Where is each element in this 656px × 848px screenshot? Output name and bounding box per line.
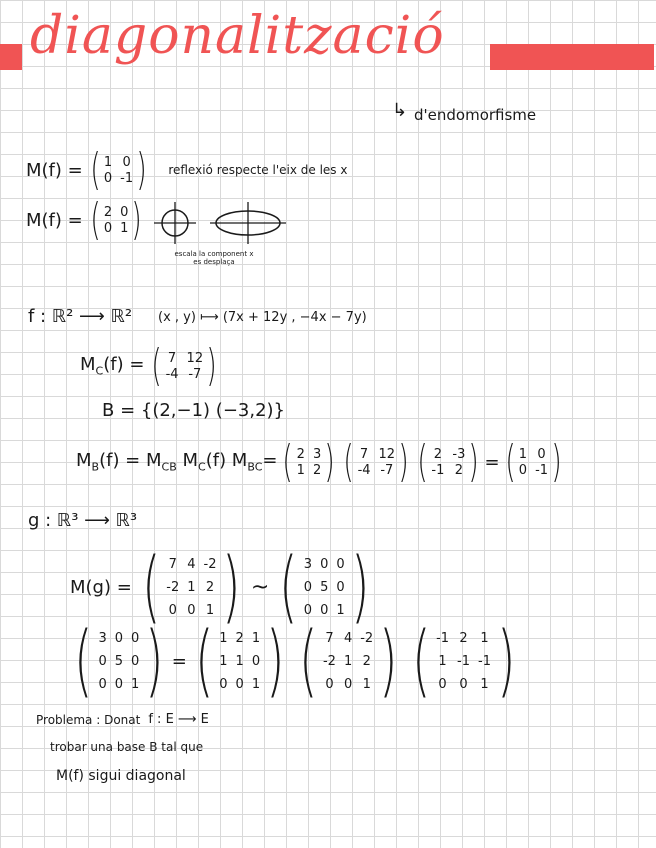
matrix-cell: 2 (454, 462, 464, 478)
example-1-note: reflexió respecte l'eix de les x (168, 163, 348, 177)
matrix-cell: 0 (325, 676, 334, 692)
matrix-cell: 1 (235, 653, 244, 669)
basis-definition: B = {(2,−1) (−3,2)} (102, 400, 286, 421)
matrix-cell: 5 (320, 579, 329, 595)
matrix-cell: -7 (188, 366, 202, 382)
matrix-cell: 4 (187, 556, 196, 572)
matrix-cell: 0 (336, 579, 345, 595)
ellipse-sketch-icon (206, 200, 290, 246)
equals-sign: = (171, 650, 187, 672)
matrix-cell: -7 (380, 462, 394, 478)
matrix-cell: -2 (360, 630, 374, 646)
matrix-cell: 1 (131, 676, 140, 692)
page-title: diagonalització (30, 6, 445, 66)
circle-sketch-icon (150, 200, 200, 246)
matrix-cell: -1 (535, 462, 549, 478)
title-bar-left (0, 44, 22, 70)
matrix-cell: 7 (359, 446, 369, 462)
mc-label: $M_C(f)$ = (80, 354, 145, 378)
matrix-cell: -1 (478, 653, 491, 669)
problem-line-2: trobar una base B tal que (50, 740, 204, 754)
mc-matrix-row (80, 340, 220, 391)
matrix-cell: 0 (320, 556, 329, 572)
example-2 (26, 194, 146, 245)
matrix-cell: 0 (219, 676, 228, 692)
matrix-cell: 1 (362, 676, 371, 692)
matrix-cell: 0 (131, 630, 140, 646)
matrix-cell: -2 (166, 579, 180, 595)
matrix-cell: -1 (431, 462, 445, 478)
matrix-cell: 12 (186, 350, 204, 366)
matrix-cell: 1 (205, 602, 215, 618)
change-basis-matrix: ( 2 3 1 2 ) (282, 436, 335, 487)
matrix-cell: 0 (98, 676, 107, 692)
matrix-cell: 5 (114, 653, 123, 669)
matrix-cell: -1 (120, 170, 134, 186)
matrix-cell: 2 (235, 630, 244, 646)
matrix-cell: 0 (235, 676, 244, 692)
matrix-cell: 1 (219, 630, 228, 646)
matrix-cell: -4 (165, 366, 179, 382)
matrix-cell: 0 (438, 676, 447, 692)
example-2-lhs: M(f) = (26, 209, 83, 231)
matrix-cell: 3 (312, 446, 322, 462)
matrix-cell: 0 (103, 220, 113, 236)
matrix-cell: 2 (312, 462, 322, 478)
matrix-cell: 0 (120, 204, 129, 220)
matrix-cell: 2 (362, 653, 371, 669)
similar-symbol: ~ (250, 574, 270, 600)
map-f-definition: f : ℝ² ⟶ ℝ² (28, 306, 133, 327)
matrix-cell: 0 (114, 676, 123, 692)
example-1 (26, 144, 348, 195)
p-inverse-matrix: ( -1 2 1 1 -1 -1 0 0 1 ) (411, 616, 516, 706)
matrix-cell: 0 (343, 676, 353, 692)
matrix-cell: 0 (518, 462, 528, 478)
matrix-cell: 12 (378, 446, 396, 462)
p-matrix: ( 1 2 1 1 1 0 0 0 1 ) (194, 616, 285, 706)
problem-line-3: M(f) sigui diagonal (56, 768, 186, 784)
matrix-cell: 1 (518, 446, 528, 462)
mb-result-matrix: ( 1 0 0 -1 ) (505, 436, 562, 487)
matrix-cell: 2 (205, 579, 215, 595)
map-g-definition: g : ℝ³ ⟶ ℝ³ (28, 510, 138, 531)
d-matrix: ( 3 0 0 0 5 0 0 0 1 ) (74, 616, 164, 706)
matrix-cell: -2 (322, 653, 336, 669)
example-2-matrix: ( 2 0 0 1 ) (90, 194, 143, 245)
problem-intro: Problema : Donat (36, 712, 141, 727)
matrix-cell: 1 (438, 653, 447, 669)
mg-matrix: ( 7 4 -2 -2 1 2 0 0 1 ) (141, 542, 241, 632)
mc-matrix-product: ( 7 12 -4 -7 ) (343, 436, 409, 487)
matrix-cell: -2 (203, 556, 217, 572)
matrix-cell: 3 (98, 630, 107, 646)
matrix-cell: 0 (303, 602, 313, 618)
matrix-cell: 1 (343, 653, 353, 669)
matrix-cell: 1 (120, 220, 129, 236)
matrix-cell: 0 (168, 602, 177, 618)
problem-map: f : E ⟶ E (148, 712, 209, 727)
matrix-cell: 2 (103, 204, 113, 220)
title-bar-right (490, 44, 654, 70)
mb-equals: = (484, 451, 500, 473)
matrix-cell: 7 (325, 630, 334, 646)
subtitle-arrow: ↳ (392, 100, 408, 121)
matrix-cell: 4 (343, 630, 353, 646)
matrix-cell: 1 (251, 630, 261, 646)
matrix-cell: 1 (219, 653, 228, 669)
example-1-matrix: ( 1 0 0 -1 ) (90, 144, 147, 195)
matrix-cell: 1 (187, 579, 196, 595)
matrix-cell: 0 (98, 653, 107, 669)
problem-line-1 (36, 712, 209, 727)
matrix-cell: 1 (336, 602, 345, 618)
matrix-cell: 0 (131, 653, 140, 669)
example-1-lhs: M(f) = (26, 159, 83, 181)
matrix-cell: 7 (168, 556, 177, 572)
matrix-cell: 3 (303, 556, 313, 572)
matrix-cell: 0 (303, 579, 313, 595)
matrix-cell: 0 (187, 602, 196, 618)
matrix-cell: 2 (433, 446, 443, 462)
matrix-cell: -3 (452, 446, 466, 462)
matrix-cell: 0 (320, 602, 329, 618)
matrix-cell: 0 (251, 653, 261, 669)
mb-label: $M_B(f) = M_{CB}$ $M_C(f)$ $M_{BC}=$ (76, 450, 278, 474)
matrix-cell: -1 (436, 630, 450, 646)
mc-matrix: ( 7 12 -4 -7 ) (151, 340, 217, 391)
matrix-cell: 1 (480, 676, 489, 692)
mg-label: M(g) = (70, 576, 132, 598)
matrix-cell: 0 (537, 446, 546, 462)
matrix-cell: 1 (251, 676, 261, 692)
matrix-cell: 1 (296, 462, 305, 478)
matrix-cell: 1 (103, 154, 113, 170)
matrix-cell: -4 (357, 462, 371, 478)
diagonalization-equation (68, 616, 521, 706)
a-matrix: ( 7 4 -2 -2 1 2 0 0 1 ) (298, 616, 398, 706)
matrix-cell: 0 (336, 556, 345, 572)
mg-row (70, 542, 375, 632)
matrix-cell: 7 (167, 350, 177, 366)
matrix-cell: 2 (296, 446, 305, 462)
matrix-cell: 0 (122, 154, 131, 170)
mb-equation (76, 436, 565, 487)
basis-matrix: ( 2 -3 -1 2 ) (417, 436, 480, 487)
matrix-cell: 0 (103, 170, 113, 186)
matrix-cell: 1 (480, 630, 489, 646)
example-2-note: escala la component x es desplaça (174, 250, 254, 266)
map-f-rule: (x , y) ⟼ (7x + 12y , −4x − 7y) (158, 310, 367, 325)
diagonal-matrix: ( 3 0 0 0 5 0 0 0 1 ) (279, 542, 369, 632)
matrix-cell: -1 (457, 653, 470, 669)
page-subtitle: d'endomorfisme (414, 106, 537, 124)
matrix-cell: 0 (459, 676, 468, 692)
matrix-cell: 2 (459, 630, 468, 646)
matrix-cell: 0 (114, 630, 123, 646)
